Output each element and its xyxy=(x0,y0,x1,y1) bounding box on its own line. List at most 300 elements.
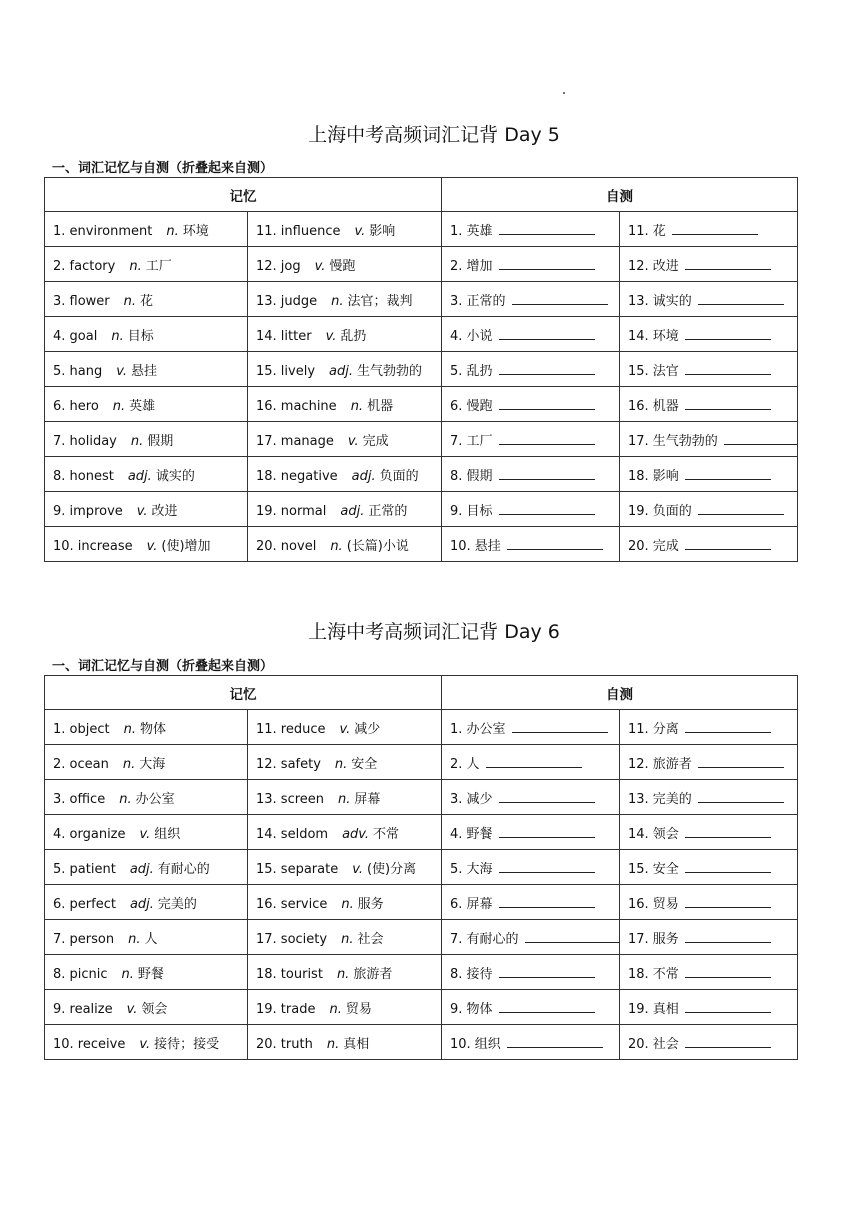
chinese-meaning: 旅游者 xyxy=(353,966,393,982)
test-prompt: 18. 影响 xyxy=(628,468,679,484)
test-prompt: 14. 环境 xyxy=(628,328,679,344)
part-of-speech: n. xyxy=(341,896,354,912)
self-test-cell-right xyxy=(620,457,798,492)
part-of-speech: n. xyxy=(334,756,348,772)
memory-cell-left xyxy=(45,745,248,780)
vocab-word: 9. realize xyxy=(53,1001,113,1017)
self-test-cell-right xyxy=(620,492,798,527)
memory-cell-left xyxy=(45,282,248,317)
day6-title: 上海中考高频词汇记背 Day 6 xyxy=(308,621,560,643)
test-prompt: 9. 物体 xyxy=(450,1001,493,1017)
vocab-row xyxy=(45,955,798,990)
vocab-word: 19. normal xyxy=(256,503,327,519)
vocab-row xyxy=(45,990,798,1025)
vocab-word: 13. screen xyxy=(256,791,325,807)
chinese-meaning: 野餐 xyxy=(137,966,164,982)
memory-cell-left xyxy=(45,212,248,247)
stray-dot xyxy=(563,92,565,94)
vocab-row xyxy=(45,282,798,317)
vocab-word: 6. hero xyxy=(53,398,99,414)
self-test-cell-right xyxy=(620,955,798,990)
test-prompt: 17. 生气勃勃的 xyxy=(628,433,718,449)
chinese-meaning: 正常的 xyxy=(368,503,408,519)
answer-blank[interactable] xyxy=(499,826,595,838)
self-test-cell-right xyxy=(620,387,798,422)
chinese-meaning: 英雄 xyxy=(129,398,156,414)
memory-cell-left xyxy=(45,387,248,422)
self-test-cell-right xyxy=(620,815,798,850)
chinese-meaning: 负面的 xyxy=(379,468,419,484)
vocab-word: 15. lively xyxy=(256,363,316,379)
vocab-word: 11. reduce xyxy=(256,721,326,737)
answer-blank[interactable] xyxy=(507,1036,603,1048)
chinese-meaning: 接待；接受 xyxy=(154,1036,220,1052)
self-test-cell-left xyxy=(442,422,620,457)
memory-cell-right xyxy=(248,850,442,885)
self-test-cell-right xyxy=(620,422,798,457)
chinese-meaning: (长篇)小说 xyxy=(346,538,409,554)
self-test-cell-right xyxy=(620,212,798,247)
part-of-speech: n. xyxy=(336,966,350,982)
test-prompt: 9. 目标 xyxy=(450,503,493,519)
test-prompt: 7. 工厂 xyxy=(450,433,493,449)
chinese-meaning: 屏幕 xyxy=(354,791,381,807)
part-of-speech: n. xyxy=(166,223,179,239)
vocab-row xyxy=(45,885,798,920)
part-of-speech: adj. xyxy=(340,503,365,519)
self-test-cell-left xyxy=(442,317,620,352)
memory-cell-left xyxy=(45,352,248,387)
chinese-meaning: 悬挂 xyxy=(131,363,158,379)
self-test-cell-left xyxy=(442,1025,620,1060)
chinese-meaning: 乱扔 xyxy=(340,328,367,344)
vocab-word: 2. ocean xyxy=(53,756,109,772)
vocab-row xyxy=(45,780,798,815)
part-of-speech: n. xyxy=(119,791,132,807)
chinese-meaning: 假期 xyxy=(147,433,174,449)
test-prompt: 10. 组织 xyxy=(450,1036,501,1052)
vocab-word: 9. improve xyxy=(53,503,123,519)
part-of-speech: adj. xyxy=(129,861,154,877)
part-of-speech: v. xyxy=(136,503,148,519)
self-test-cell-left xyxy=(442,352,620,387)
chinese-meaning: 目标 xyxy=(127,328,154,344)
vocab-word: 20. truth xyxy=(256,1036,313,1052)
vocab-word: 1. object xyxy=(53,721,110,737)
memory-cell-left xyxy=(45,780,248,815)
self-test-cell-left xyxy=(442,492,620,527)
vocab-row xyxy=(45,850,798,885)
vocab-row xyxy=(45,317,798,352)
answer-blank[interactable] xyxy=(499,328,595,340)
self-test-cell-right xyxy=(620,352,798,387)
vocab-row xyxy=(45,212,798,247)
chinese-meaning: 大海 xyxy=(139,756,166,772)
part-of-speech: v. xyxy=(352,861,363,877)
test-prompt: 5. 乱扔 xyxy=(450,363,493,379)
part-of-speech: n. xyxy=(350,398,364,414)
chinese-meaning: (使)增加 xyxy=(161,538,211,554)
part-of-speech: adv. xyxy=(342,826,370,842)
chinese-meaning: 办公室 xyxy=(135,791,175,807)
part-of-speech: v. xyxy=(146,538,158,554)
vocab-word: 11. influence xyxy=(256,223,341,239)
test-prompt: 11. 花 xyxy=(628,223,666,239)
memory-header: 记忆 xyxy=(45,676,442,710)
answer-blank[interactable] xyxy=(685,861,771,873)
test-prompt: 14. 领会 xyxy=(628,826,679,842)
memory-header: 记忆 xyxy=(45,178,442,212)
vocab-word: 2. factory xyxy=(53,258,116,274)
vocab-word: 18. negative xyxy=(256,468,338,484)
part-of-speech: n. xyxy=(111,328,124,344)
part-of-speech: adj. xyxy=(351,468,376,484)
memory-cell-left xyxy=(45,1025,248,1060)
vocab-word: 7. person xyxy=(53,931,115,947)
vocab-word: 18. tourist xyxy=(256,966,323,982)
test-prompt: 19. 负面的 xyxy=(628,503,692,519)
chinese-meaning: 减少 xyxy=(354,721,381,737)
self-test-cell-left xyxy=(442,212,620,247)
self-test-cell-right xyxy=(620,527,798,562)
memory-cell-right xyxy=(248,212,442,247)
chinese-meaning: 安全 xyxy=(351,756,378,772)
memory-cell-right xyxy=(248,955,442,990)
test-prompt: 15. 法官 xyxy=(628,363,679,379)
vocab-word: 20. novel xyxy=(256,538,317,554)
part-of-speech: n. xyxy=(331,293,344,309)
vocab-row xyxy=(45,457,798,492)
memory-cell-right xyxy=(248,815,442,850)
chinese-meaning: 贸易 xyxy=(345,1001,372,1017)
vocab-word: 4. goal xyxy=(53,328,98,344)
answer-blank[interactable] xyxy=(486,756,582,768)
test-prompt: 2. 人 xyxy=(450,756,480,772)
day6-section-heading: 一、词汇记忆与自测（折叠起来自测） xyxy=(52,659,274,674)
vocab-word: 8. honest xyxy=(53,468,114,484)
chinese-meaning: 诚实的 xyxy=(155,468,195,484)
chinese-meaning: 慢跑 xyxy=(329,258,356,274)
self-test-cell-right xyxy=(620,885,798,920)
memory-cell-left xyxy=(45,850,248,885)
test-prompt: 16. 贸易 xyxy=(628,896,679,912)
part-of-speech: n. xyxy=(329,1001,342,1017)
test-prompt: 3. 正常的 xyxy=(450,293,506,309)
answer-blank[interactable] xyxy=(685,826,771,838)
chinese-meaning: 改进 xyxy=(151,503,178,519)
part-of-speech: v. xyxy=(314,258,326,274)
part-of-speech: n. xyxy=(341,931,354,947)
answer-blank[interactable] xyxy=(685,966,771,978)
part-of-speech: v. xyxy=(354,223,366,239)
memory-cell-right xyxy=(248,920,442,955)
memory-cell-left xyxy=(45,815,248,850)
answer-blank[interactable] xyxy=(698,503,784,515)
chinese-meaning: 有耐心的 xyxy=(157,861,210,877)
answer-blank[interactable] xyxy=(499,966,595,978)
memory-cell-right xyxy=(248,527,442,562)
part-of-speech: n. xyxy=(130,433,144,449)
test-prompt: 4. 野餐 xyxy=(450,826,493,842)
part-of-speech: adj. xyxy=(129,896,154,912)
test-prompt: 3. 减少 xyxy=(450,791,493,807)
answer-blank[interactable] xyxy=(685,538,771,550)
chinese-meaning: 不常 xyxy=(373,826,400,842)
answer-blank[interactable] xyxy=(685,328,771,340)
test-prompt: 13. 完美的 xyxy=(628,791,692,807)
test-prompt: 2. 增加 xyxy=(450,258,493,274)
self-test-cell-right xyxy=(620,317,798,352)
self-test-cell-right xyxy=(620,710,798,745)
vocab-word: 7. holiday xyxy=(53,433,117,449)
part-of-speech: n. xyxy=(129,258,142,274)
test-prompt: 19. 真相 xyxy=(628,1001,679,1017)
self-test-cell-left xyxy=(442,387,620,422)
vocab-word: 1. environment xyxy=(53,223,153,239)
chinese-meaning: 完成 xyxy=(362,433,389,449)
part-of-speech: n. xyxy=(122,756,136,772)
test-prompt: 7. 有耐心的 xyxy=(450,931,519,947)
memory-cell-left xyxy=(45,247,248,282)
memory-cell-right xyxy=(248,492,442,527)
self-test-cell-right xyxy=(620,850,798,885)
vocab-row xyxy=(45,247,798,282)
memory-cell-left xyxy=(45,492,248,527)
memory-cell-right xyxy=(248,990,442,1025)
vocab-word: 5. patient xyxy=(53,861,116,877)
vocab-word: 17. manage xyxy=(256,433,334,449)
chinese-meaning: 工厂 xyxy=(145,258,172,274)
answer-blank[interactable] xyxy=(512,293,608,305)
answer-blank[interactable] xyxy=(507,538,603,550)
vocab-row xyxy=(45,527,798,562)
answer-blank[interactable] xyxy=(499,258,595,270)
memory-cell-left xyxy=(45,885,248,920)
chinese-meaning: 机器 xyxy=(367,398,394,414)
chinese-meaning: (使)分离 xyxy=(366,861,417,877)
vocab-word: 16. machine xyxy=(256,398,337,414)
part-of-speech: v. xyxy=(139,1036,151,1052)
test-prompt: 10. 悬挂 xyxy=(450,538,501,554)
vocab-word: 12. safety xyxy=(256,756,321,772)
memory-cell-right xyxy=(248,710,442,745)
answer-blank[interactable] xyxy=(499,433,595,445)
vocab-row xyxy=(45,920,798,955)
test-prompt: 16. 机器 xyxy=(628,398,679,414)
vocab-row xyxy=(45,492,798,527)
answer-blank[interactable] xyxy=(525,931,620,943)
vocab-word: 15. separate xyxy=(256,861,339,877)
self-test-cell-right xyxy=(620,920,798,955)
answer-blank[interactable] xyxy=(685,398,771,410)
memory-cell-left xyxy=(45,955,248,990)
self-test-cell-left xyxy=(442,955,620,990)
part-of-speech: adj. xyxy=(127,468,152,484)
answer-blank[interactable] xyxy=(685,931,771,943)
vocab-word: 19. trade xyxy=(256,1001,316,1017)
test-prompt: 15. 安全 xyxy=(628,861,679,877)
vocab-row xyxy=(45,710,798,745)
answer-blank[interactable] xyxy=(499,223,595,235)
vocab-word: 8. picnic xyxy=(53,966,108,982)
day5-vocab-table xyxy=(44,177,798,562)
self-test-cell-left xyxy=(442,745,620,780)
vocab-row xyxy=(45,387,798,422)
test-prompt: 6. 屏幕 xyxy=(450,896,493,912)
test-prompt: 5. 大海 xyxy=(450,861,493,877)
self-test-cell-left xyxy=(442,247,620,282)
chinese-meaning: 社会 xyxy=(357,931,384,947)
answer-blank[interactable] xyxy=(499,861,595,873)
test-prompt: 20. 社会 xyxy=(628,1036,679,1052)
chinese-meaning: 服务 xyxy=(357,896,384,912)
part-of-speech: v. xyxy=(325,328,337,344)
part-of-speech: n. xyxy=(326,1036,340,1052)
self-test-cell-right xyxy=(620,990,798,1025)
answer-blank[interactable] xyxy=(499,363,595,375)
self-test-cell-left xyxy=(442,527,620,562)
vocab-row xyxy=(45,815,798,850)
part-of-speech: n. xyxy=(121,966,134,982)
memory-cell-right xyxy=(248,885,442,920)
vocab-word: 4. organize xyxy=(53,826,126,842)
vocab-word: 14. seldom xyxy=(256,826,329,842)
answer-blank[interactable] xyxy=(685,721,771,733)
chinese-meaning: 生气勃勃的 xyxy=(357,363,423,379)
answer-blank[interactable] xyxy=(685,1001,771,1013)
vocab-word: 14. litter xyxy=(256,328,312,344)
answer-blank[interactable] xyxy=(698,756,784,768)
part-of-speech: n. xyxy=(330,538,343,554)
vocab-word: 12. jog xyxy=(256,258,301,274)
test-prompt: 13. 诚实的 xyxy=(628,293,692,309)
chinese-meaning: 领会 xyxy=(141,1001,168,1017)
self-test-cell-left xyxy=(442,282,620,317)
vocab-word: 3. office xyxy=(53,791,106,807)
memory-cell-right xyxy=(248,457,442,492)
memory-cell-left xyxy=(45,527,248,562)
memory-cell-right xyxy=(248,247,442,282)
memory-cell-left xyxy=(45,990,248,1025)
answer-blank[interactable] xyxy=(685,1036,771,1048)
memory-cell-left xyxy=(45,317,248,352)
test-prompt: 12. 改进 xyxy=(628,258,679,274)
part-of-speech: n. xyxy=(112,398,126,414)
test-prompt: 18. 不常 xyxy=(628,966,679,982)
answer-blank[interactable] xyxy=(685,363,771,375)
self-test-cell-left xyxy=(442,457,620,492)
self-test-cell-right xyxy=(620,745,798,780)
answer-blank[interactable] xyxy=(698,293,784,305)
memory-cell-left xyxy=(45,457,248,492)
self-test-cell-left xyxy=(442,815,620,850)
vocab-word: 16. service xyxy=(256,896,328,912)
answer-blank[interactable] xyxy=(499,791,595,803)
self-test-header: 自测 xyxy=(442,676,798,710)
part-of-speech: n. xyxy=(123,721,136,737)
self-test-cell-left xyxy=(442,990,620,1025)
self-test-header: 自测 xyxy=(442,178,798,212)
self-test-cell-right xyxy=(620,780,798,815)
answer-blank[interactable] xyxy=(698,791,784,803)
part-of-speech: n. xyxy=(338,791,351,807)
chinese-meaning: 真相 xyxy=(343,1036,370,1052)
answer-blank[interactable] xyxy=(499,468,595,480)
memory-cell-right xyxy=(248,780,442,815)
vocab-word: 5. hang xyxy=(53,363,103,379)
part-of-speech: n. xyxy=(123,293,137,309)
test-prompt: 1. 办公室 xyxy=(450,721,506,737)
test-prompt: 17. 服务 xyxy=(628,931,679,947)
answer-blank[interactable] xyxy=(499,503,595,515)
answer-blank[interactable] xyxy=(499,896,595,908)
chinese-meaning: 法官；裁判 xyxy=(347,293,413,309)
part-of-speech: v. xyxy=(139,826,151,842)
memory-cell-right xyxy=(248,1025,442,1060)
self-test-cell-left xyxy=(442,885,620,920)
test-prompt: 11. 分离 xyxy=(628,721,679,737)
answer-blank[interactable] xyxy=(672,223,758,235)
chinese-meaning: 人 xyxy=(144,931,158,947)
memory-cell-right xyxy=(248,317,442,352)
answer-blank[interactable] xyxy=(499,1001,595,1013)
memory-cell-right xyxy=(248,422,442,457)
self-test-cell-left xyxy=(442,920,620,955)
vocab-row xyxy=(45,422,798,457)
answer-blank[interactable] xyxy=(685,896,771,908)
vocab-word: 10. receive xyxy=(53,1036,126,1052)
memory-cell-right xyxy=(248,745,442,780)
memory-cell-left xyxy=(45,422,248,457)
chinese-meaning: 完美的 xyxy=(157,896,197,912)
part-of-speech: n. xyxy=(128,931,141,947)
part-of-speech: v. xyxy=(116,363,127,379)
answer-blank[interactable] xyxy=(685,258,771,270)
memory-cell-right xyxy=(248,387,442,422)
test-prompt: 6. 慢跑 xyxy=(450,398,493,414)
vocab-word: 13. judge xyxy=(256,293,318,309)
vocab-row xyxy=(45,1025,798,1060)
self-test-cell-right xyxy=(620,1025,798,1060)
chinese-meaning: 组织 xyxy=(154,826,181,842)
part-of-speech: v. xyxy=(347,433,359,449)
part-of-speech: v. xyxy=(339,721,351,737)
vocab-word: 17. society xyxy=(256,931,328,947)
answer-blank[interactable] xyxy=(685,468,771,480)
vocab-word: 6. perfect xyxy=(53,896,116,912)
memory-cell-right xyxy=(248,282,442,317)
answer-blank[interactable] xyxy=(724,433,798,445)
test-prompt: 20. 完成 xyxy=(628,538,679,554)
vocab-word: 10. increase xyxy=(53,538,133,554)
vocab-word: 3. flower xyxy=(53,293,110,309)
part-of-speech: v. xyxy=(126,1001,138,1017)
test-prompt: 12. 旅游者 xyxy=(628,756,692,772)
self-test-cell-left xyxy=(442,780,620,815)
chinese-meaning: 花 xyxy=(140,293,154,309)
self-test-cell-right xyxy=(620,247,798,282)
vocab-row xyxy=(45,745,798,780)
day5-title: 上海中考高频词汇记背 Day 5 xyxy=(308,124,560,146)
part-of-speech: adj. xyxy=(329,363,353,379)
test-prompt: 1. 英雄 xyxy=(450,223,493,239)
self-test-cell-left xyxy=(442,850,620,885)
chinese-meaning: 物体 xyxy=(139,721,166,737)
chinese-meaning: 环境 xyxy=(182,223,209,239)
answer-blank[interactable] xyxy=(499,398,595,410)
chinese-meaning: 影响 xyxy=(369,223,396,239)
answer-blank[interactable] xyxy=(512,721,608,733)
